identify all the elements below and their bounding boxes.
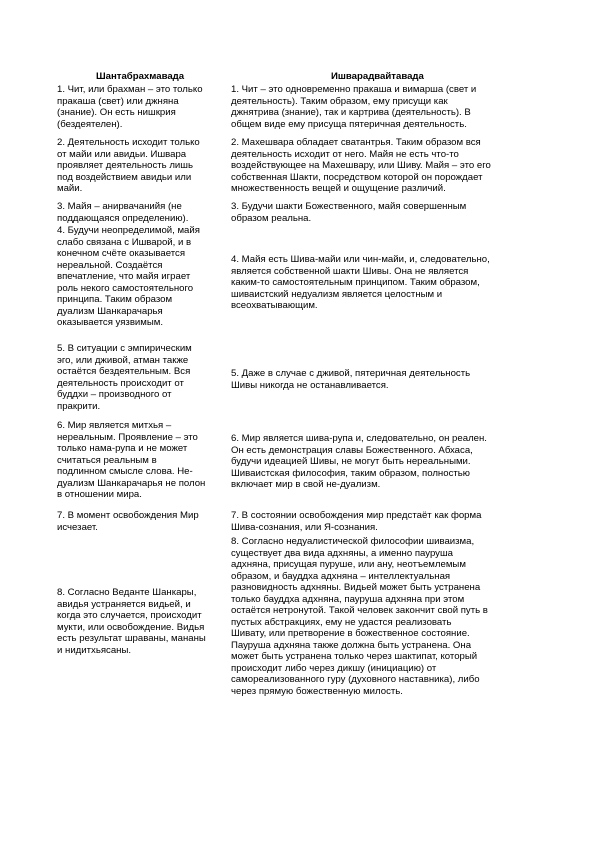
left-point-1: 1. Чит, или брахман – это только пракаша (свет) или джняна (знание). Он есть нишкрия (бездеятелен). [57,84,203,130]
right-point-3: 3. Будучи шакти Божественного, майя совершенным образом реальна. [231,201,467,224]
left-point-8: 8. Согласно Веданте Шанкары, авидья устраняется видьей, и когда это случается, происходит мукти, или освобождение. Видья есть результат шраваны, мананы и нидитхьясаны. [57,587,206,656]
left-point-7: 7. В момент освобождения Мир исчезает. [57,510,199,533]
right-point-8: 8. Согласно недуалистической философии шиваизма, существует два вида адхняны, а именно пауруша адхняна, присущая пуруше, или ану, неотъемлемым образом, и бауддха адхняна – интеллектуальная разновидность адхняны. Видьей может быть устранена только бауддха адхняна, пауруша адхняна при этом остаётся нетронутой. Такой человек закончит свой путь в пустых абстракциях, ему не удастся реализовать Шивату, или претворение в божественное состояние. Пауруша адхняна также должна быть устранена. Она может быть устранена только через шактипат, который происходит либо через дикшу (инициацию) от самореализованного гуру (духовного наставника), либо через прямую божественную милость. [231,536,488,697]
left-point-6: 6. Мир является митхья – нереальным. Проявление – это только нама-рупа и не может считаться реальным в подлинном смысле слова. Не- дуализм Шанкарачарья не полон в отношении мира. [57,420,206,500]
right-point-5: 5. Даже в случае с дживой, пятеричная деятельность Шивы никогда не останавливается. [231,368,471,391]
left-point-5: 5. В ситуации с эмпирическим эго, или дживой, атман также остаётся бездеятельным. Вся деятельность происходит от буддхи – производного от пракрити. [57,343,192,412]
left-point-2: 2. Деятельность исходит только от майи или авидьи. Ишвара проявляет деятельность лишь под воздействием авидьи или майи. [57,137,200,194]
right-column-header: Ишварадвайтавада [331,71,424,82]
right-point-2: 2. Махешвара обладает сватантрья. Таким образом вся деятельность исходит от него. Майя не есть что-то воздействующее на Махешвару, или Шиву. Майя – это его собственная Шакти, посредством которой он порождает множественность вещей и ощущение различий. [231,137,491,194]
right-point-1: 1. Чит – это одновременно пракаша и вимарша (свет и деятельность). Таким образом, ему присущи как джнятрива (знание), так и картрива (деятельность). В общем виде ему присуща пятеричная деятельность. [231,84,477,130]
right-point-7: 7. В состоянии освобождения мир предстаёт как форма Шива-сознания, или Я-сознания. [231,510,482,533]
left-column-header: Шантабрахмавада [96,71,185,82]
left-point-3: 3. Майя – анирвачанийя (не поддающаяся определению). [57,201,189,224]
right-point-6: 6. Мир является шива-рупа и, следовательно, он реален. Он есть демонстрация славы Божественного. Абхаса, будучи идеацией Шивы, не могут быть нереальными. Шиваистская философия, таким образом, полностью включает мир в свой не-дуализм. [231,433,487,490]
left-point-4: 4. Будучи неопределимой, майя слабо связана с Ишварой, и в конечном счёте оказывается нереальной. Создаётся впечатление, что майя играет роль некого самостоятельного принципа. Таким образом дуализм Шанкарачарья оказывается уязвимым. [57,225,200,328]
right-point-4: 4. Майя есть Шива-майи или чин-майи, и, следовательно, является собственной шакти Шивы. Она не является каким-то самостоятельным принципом. Таким образом, шиваистский недуализм является целостным и всеохватывающим. [231,254,490,311]
